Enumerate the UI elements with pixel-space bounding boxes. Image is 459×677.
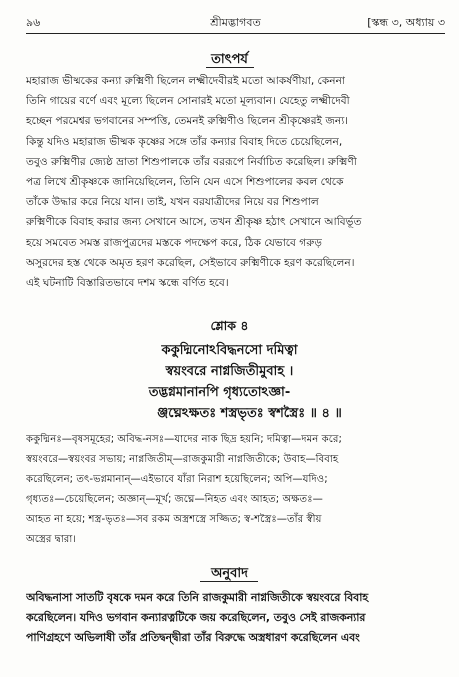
- purport-line: রুক্মিণীকে বিবাহ করার জন্য সেখানে আসে, তখন শ্রীকৃষ্ণ হঠাৎ সেখানে আবির্ভূত: [26, 216, 362, 229]
- page-header: [26, 14, 445, 30]
- synonym-line: আহত না হয়ে; শস্ত্র-ভৃতঃ—সব রকম অস্ত্রশস্ত্রে সজ্জিত; স্ব-শস্ত্রৈঃ—তাঁর স্বীয়: [26, 514, 322, 525]
- verse-line: ককুদ্মিনোঽবিদ্ধনসো দমিত্বা: [161, 343, 298, 358]
- purport-line: কিন্তু যদিও মহারাজ ভীষ্মক কৃষ্ণের সঙ্গে তাঁর কন্যার বিবাহ দিতে চেয়েছিলেন,: [26, 135, 343, 148]
- book-title: শ্রীমদ্ভাগবত: [210, 16, 261, 29]
- synonym-line: অস্ত্রের দ্বারা।: [26, 534, 76, 545]
- purport-line: এই ঘটনাটি বিস্তারিতভাবে দশম স্কন্ধে বর্ণিত হবে।: [26, 277, 229, 290]
- synonym-line: ককুদ্মিনঃ—বৃষসমূহের; অবিদ্ধ-নসঃ—যাদের নাক ছিদ্র হয়নি; দমিত্বা—দমন করে;: [26, 434, 342, 445]
- verse-line: ঞ্জঘ্নেঽক্ষতঃ শস্ত্রভৃতঃ স্বশস্ত্রৈঃ ॥ ৪ ॥: [157, 406, 342, 421]
- purport-heading: তাৎপর্য: [211, 52, 248, 67]
- purport-line: হয়ে সমবেত সমস্ত রাজপুত্রদের মস্তকে পদক্ষেপ করে, ঠিক যেভাবে গরুড়: [26, 236, 322, 249]
- header-divider: [26, 33, 445, 34]
- chapter-reference: [স্কন্ধ ৩, অধ্যায় ৩: [367, 16, 445, 29]
- synonym-line: স্বয়ংবরে—স্বয়ংবর সভায়; নাগ্নজিতীম্—রাজকুমারী নাগ্নজিতীকে; উবাহ—বিবাহ: [26, 454, 339, 465]
- purport-line: হচ্ছেন পরমেশ্বর ভগবানের সম্পত্তি, তেমনই রুক্মিণীও ছিলেন শ্রীকৃষ্ণেরই জন্য।: [26, 115, 349, 128]
- purport-text: [26, 71, 439, 293]
- purport-line: তিনি গায়ের বর্ণে এবং মূল্যে ছিলেন সোনারই মতো মূল্যবান। যেহেতু লক্ষ্মীদেবী: [26, 95, 350, 108]
- purport-line: পত্র লিখে শ্রীকৃষ্ণকে জানিয়েছিলেন, তিনি যেন এসে শিশুপালের কবল থেকে: [26, 176, 344, 189]
- synonym-line: গৃধ্যতঃ—চেয়েছিলেন; অজ্ঞান্—মূর্খ; জঘ্নে—নিহত এবং আহত; অক্ষতঃ—: [26, 494, 323, 505]
- synonyms-text: [26, 430, 439, 550]
- purport-line: তবুও রুক্মিণীর জ্যেষ্ঠ ভ্রাতা শিশুপালকে তাঁর বররূপে নির্বাচিত করেছিল। রুক্মিণী: [26, 155, 357, 168]
- verse-text: [0, 340, 459, 424]
- verse-line: স্বয়ংবরে নাগ্নজিতীমুবাহ ।: [165, 364, 294, 379]
- synonym-line: করেছিলেন; তৎ-ভগ্নমানান্—এইভাবে যাঁরা নিরাশ হয়েছিলেন; অপি—যদিও;: [26, 474, 328, 485]
- translation-heading-underline: [200, 581, 258, 582]
- translation-text: [26, 588, 439, 648]
- translation-line: পাণিগ্রহণে অভিলাষী তাঁর প্রতিদ্বন্দ্বীরা তাঁর বিরুদ্ধে অস্ত্রধারণ করেছিলেন এবং: [26, 631, 360, 644]
- translation-line: করেছিলেন। যদিও ভগবান কন্যারত্নটিকে জয় করেছিলেন, তবুও সেই রাজকন্যার: [26, 611, 366, 624]
- translation-line: অবিদ্ধনাসা সাতটি বৃষকে দমন করে তিনি রাজকুমারী নাগ্নজিতীকে স্বয়ংবরে বিবাহ: [26, 591, 368, 604]
- page-number: ৯৬: [26, 16, 41, 29]
- purport-line: মহারাজ ভীষ্মকের কন্যা রুক্মিণী ছিলেন লক্ষ্মীদেবীরই মতো আকর্ষণীয়া, কেননা: [26, 75, 345, 87]
- verse-heading: শ্লোক ৪: [210, 318, 249, 333]
- purport-line: তাঁকে উদ্ধার করে নিয়ে যান। তাই, যখন বরযাত্রীদের নিয়ে বর শিশুপাল: [26, 196, 319, 209]
- translation-heading: অনুবাদ: [211, 566, 248, 581]
- verse-line: তদ্ভগ্নমানানপি গৃধ্যতোঽজ্ঞা-: [148, 385, 291, 400]
- purport-heading-underline: [206, 67, 254, 68]
- purport-line: অসুরদের হস্ত থেকে অমৃত হরণ করেছিল, সেইভাবে রুক্মিণীকে হরণ করেছিলেন।: [26, 256, 355, 269]
